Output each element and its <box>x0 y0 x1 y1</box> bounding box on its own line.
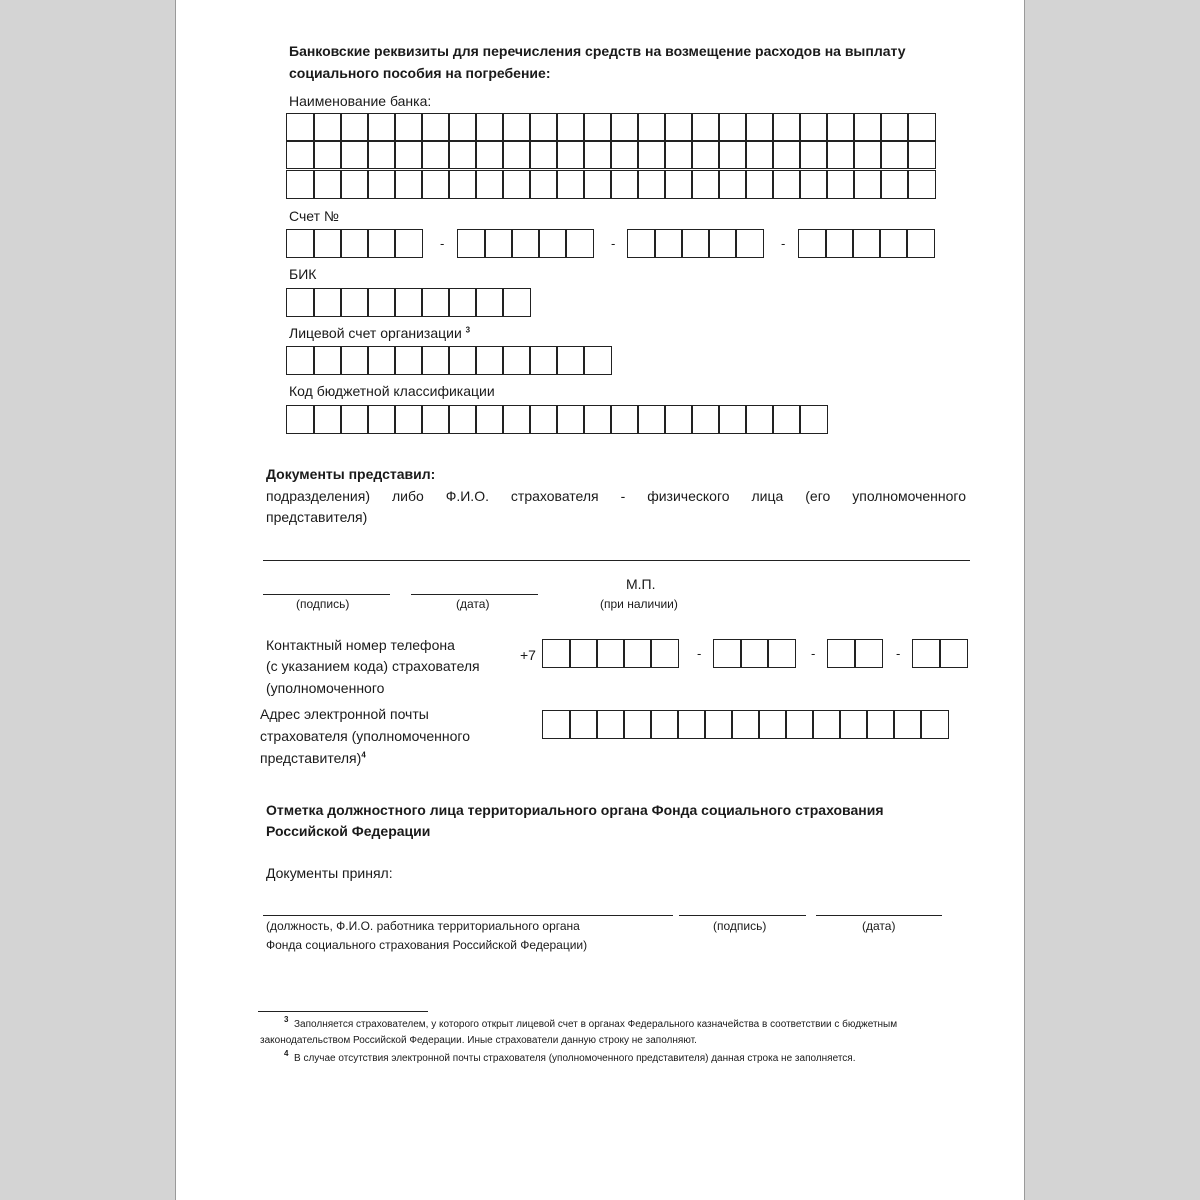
official-position-caption-line2: Фонда социального страхования Российской Федерации) <box>266 938 588 952</box>
input-cell[interactable] <box>542 639 571 668</box>
account-group-2[interactable] <box>457 229 594 258</box>
input-cell[interactable] <box>286 140 315 169</box>
bank-name-label: Наименование банка: <box>289 93 432 109</box>
input-cell[interactable] <box>880 113 909 142</box>
input-cell[interactable] <box>475 113 504 142</box>
input-cell[interactable] <box>502 113 531 142</box>
input-cell[interactable] <box>367 346 396 375</box>
input-cell[interactable] <box>502 405 531 434</box>
input-cell[interactable] <box>907 170 936 199</box>
input-cell[interactable] <box>340 140 369 169</box>
footnote-4-mark: 4 <box>284 1049 289 1058</box>
phone-code-group[interactable] <box>542 639 679 668</box>
input-cell[interactable] <box>664 140 693 169</box>
input-cell[interactable] <box>511 229 540 258</box>
input-cell[interactable] <box>502 346 531 375</box>
submitted-description-line2: представителя) <box>266 509 368 525</box>
official-signature-caption: (подпись) <box>713 919 767 933</box>
input-cell[interactable] <box>826 140 855 169</box>
input-cell[interactable] <box>772 140 801 169</box>
input-cell[interactable] <box>569 710 598 739</box>
input-cell[interactable] <box>529 113 558 142</box>
phone-separator-3: - <box>896 646 901 661</box>
input-cell[interactable] <box>799 405 828 434</box>
input-cell[interactable] <box>367 113 396 142</box>
input-cell[interactable] <box>637 170 666 199</box>
input-cell[interactable] <box>286 346 315 375</box>
document-page <box>175 0 1025 1200</box>
input-cell[interactable] <box>826 113 855 142</box>
input-cell[interactable] <box>313 229 342 258</box>
input-cell[interactable] <box>853 170 882 199</box>
input-cell[interactable] <box>286 405 315 434</box>
input-cell[interactable] <box>556 170 585 199</box>
input-cell[interactable] <box>475 346 504 375</box>
input-cell[interactable] <box>538 229 567 258</box>
input-cell[interactable] <box>691 140 720 169</box>
official-position-line[interactable] <box>263 915 673 916</box>
input-cell[interactable] <box>340 288 369 317</box>
account-group-3[interactable] <box>627 229 764 258</box>
input-cell[interactable] <box>691 170 720 199</box>
input-cell[interactable] <box>731 710 760 739</box>
input-cell[interactable] <box>367 140 396 169</box>
input-cell[interactable] <box>740 639 769 668</box>
input-cell[interactable] <box>448 288 477 317</box>
input-cell[interactable] <box>421 288 450 317</box>
input-cell[interactable] <box>448 170 477 199</box>
input-cell[interactable] <box>718 140 747 169</box>
input-cell[interactable] <box>340 229 369 258</box>
input-cell[interactable] <box>596 710 625 739</box>
input-cell[interactable] <box>313 288 342 317</box>
input-cell[interactable] <box>785 710 814 739</box>
bank-name-row-2[interactable] <box>286 140 936 169</box>
footnote-4-line1: В случае отсутствия электронной почты страхователя (уполномоченного представителя) данная строка не заполняется. <box>294 1053 856 1064</box>
input-cell[interactable] <box>286 288 315 317</box>
input-cell[interactable] <box>394 113 423 142</box>
phone-label-line2: (с указанием кода) страхователя <box>266 658 480 674</box>
input-cell[interactable] <box>654 229 683 258</box>
phone-separator-1: - <box>697 646 702 661</box>
kbk-label: Код бюджетной классификации <box>289 383 495 399</box>
input-cell[interactable] <box>691 405 720 434</box>
phone-label-line3: (уполномоченного <box>266 680 385 696</box>
input-cell[interactable] <box>772 170 801 199</box>
input-cell[interactable] <box>367 405 396 434</box>
input-cell[interactable] <box>664 170 693 199</box>
input-cell[interactable] <box>421 346 450 375</box>
bik-field[interactable] <box>286 288 531 317</box>
submitted-description-line1: подразделения) либо Ф.И.О. страхователя - физического лица (его уполномоченного <box>266 488 966 504</box>
official-heading-line1: Отметка должностного лица территориального органа Фонда социального страхования <box>266 802 884 818</box>
input-cell[interactable] <box>502 170 531 199</box>
input-cell[interactable] <box>912 639 941 668</box>
input-cell[interactable] <box>583 140 612 169</box>
input-cell[interactable] <box>718 113 747 142</box>
input-cell[interactable] <box>677 710 706 739</box>
personal-account-field[interactable] <box>286 346 612 375</box>
input-cell[interactable] <box>340 170 369 199</box>
input-cell[interactable] <box>637 140 666 169</box>
input-cell[interactable] <box>610 113 639 142</box>
stamp-label: М.П. <box>626 576 656 592</box>
input-cell[interactable] <box>502 140 531 169</box>
input-cell[interactable] <box>421 405 450 434</box>
input-cell[interactable] <box>812 710 841 739</box>
input-cell[interactable] <box>880 170 909 199</box>
input-cell[interactable] <box>502 288 531 317</box>
input-cell[interactable] <box>866 710 895 739</box>
input-cell[interactable] <box>735 229 764 258</box>
input-cell[interactable] <box>713 639 742 668</box>
input-cell[interactable] <box>920 710 949 739</box>
input-cell[interactable] <box>718 170 747 199</box>
official-date-line[interactable] <box>816 915 942 916</box>
input-cell[interactable] <box>798 229 827 258</box>
input-cell[interactable] <box>457 229 486 258</box>
input-cell[interactable] <box>637 405 666 434</box>
account-separator-1: - <box>440 236 445 251</box>
official-date-caption: (дата) <box>862 919 896 933</box>
input-cell[interactable] <box>708 229 737 258</box>
phone-separator-2: - <box>811 646 816 661</box>
stamp-caption: (при наличии) <box>600 597 678 611</box>
input-cell[interactable] <box>565 229 594 258</box>
input-cell[interactable] <box>853 113 882 142</box>
input-cell[interactable] <box>610 405 639 434</box>
input-cell[interactable] <box>839 710 868 739</box>
submitter-signature-caption: (подпись) <box>296 597 350 611</box>
input-cell[interactable] <box>313 405 342 434</box>
input-cell[interactable] <box>826 170 855 199</box>
input-cell[interactable] <box>906 229 935 258</box>
input-cell[interactable] <box>556 405 585 434</box>
input-cell[interactable] <box>745 113 774 142</box>
footnote-3-line1: Заполняется страхователем, у которого открыт лицевой счет в органах Федерального казначейства в соответствии с бюджетным <box>294 1019 898 1030</box>
input-cell[interactable] <box>394 229 423 258</box>
input-cell[interactable] <box>893 710 922 739</box>
input-cell[interactable] <box>394 170 423 199</box>
input-cell[interactable] <box>286 113 315 142</box>
account-separator-3: - <box>781 236 786 251</box>
input-cell[interactable] <box>704 710 733 739</box>
accepted-label: Документы принял: <box>266 865 393 881</box>
input-cell[interactable] <box>448 346 477 375</box>
input-cell[interactable] <box>448 405 477 434</box>
account-group-4[interactable] <box>798 229 935 258</box>
input-cell[interactable] <box>542 710 571 739</box>
input-cell[interactable] <box>627 229 656 258</box>
input-cell[interactable] <box>583 346 612 375</box>
input-cell[interactable] <box>939 639 968 668</box>
input-cell[interactable] <box>583 113 612 142</box>
input-cell[interactable] <box>286 170 315 199</box>
input-cell[interactable] <box>745 405 774 434</box>
input-cell[interactable] <box>313 346 342 375</box>
input-cell[interactable] <box>880 140 909 169</box>
input-cell[interactable] <box>556 113 585 142</box>
input-cell[interactable] <box>623 639 652 668</box>
personal-account-label: Лицевой счет организации $^3$ <box>289 325 471 341</box>
phone-group-4[interactable] <box>912 639 968 668</box>
input-cell[interactable] <box>421 170 450 199</box>
email-label-line1: Адрес электронной почты <box>260 706 429 722</box>
input-cell[interactable] <box>340 113 369 142</box>
bank-details-heading-line2: социального пособия на погребение: <box>289 65 551 81</box>
input-cell[interactable] <box>681 229 710 258</box>
input-cell[interactable] <box>907 140 936 169</box>
official-position-caption-line1: (должность, Ф.И.О. работника территориального органа <box>266 919 580 933</box>
input-cell[interactable] <box>772 113 801 142</box>
input-cell[interactable] <box>745 170 774 199</box>
input-cell[interactable] <box>772 405 801 434</box>
submitter-date-line[interactable] <box>411 594 538 595</box>
input-cell[interactable] <box>853 140 882 169</box>
input-cell[interactable] <box>799 170 828 199</box>
input-cell[interactable] <box>448 113 477 142</box>
input-cell[interactable] <box>556 140 585 169</box>
submitter-date-caption: (дата) <box>456 597 490 611</box>
input-cell[interactable] <box>340 405 369 434</box>
input-cell[interactable] <box>475 288 504 317</box>
input-cell[interactable] <box>340 346 369 375</box>
email-label-line3: представителя)$^4$ <box>260 750 366 766</box>
input-cell[interactable] <box>529 405 558 434</box>
footnote-ref-3[interactable]: 3 <box>465 325 471 335</box>
official-heading-line2: Российской Федерации <box>266 823 431 839</box>
input-cell[interactable] <box>313 113 342 142</box>
input-cell[interactable] <box>623 710 652 739</box>
input-cell[interactable] <box>745 140 774 169</box>
input-cell[interactable] <box>825 229 854 258</box>
input-cell[interactable] <box>394 405 423 434</box>
phone-prefix: +7 <box>520 647 536 663</box>
phone-group-2[interactable] <box>713 639 796 668</box>
input-cell[interactable] <box>637 113 666 142</box>
input-cell[interactable] <box>650 710 679 739</box>
input-cell[interactable] <box>691 113 720 142</box>
input-cell[interactable] <box>664 405 693 434</box>
input-cell[interactable] <box>569 639 598 668</box>
input-cell[interactable] <box>475 140 504 169</box>
bank-name-row-1[interactable] <box>286 113 936 142</box>
footnote-3-line2: законодательством Российской Федерации. Иные страхователи данную строку не заполняют. <box>260 1035 697 1046</box>
phone-group-3[interactable] <box>827 639 883 668</box>
submitter-signature-line[interactable] <box>263 594 390 595</box>
input-cell[interactable] <box>879 229 908 258</box>
input-cell[interactable] <box>529 170 558 199</box>
input-cell[interactable] <box>799 113 828 142</box>
input-cell[interactable] <box>610 170 639 199</box>
input-cell[interactable] <box>583 170 612 199</box>
input-cell[interactable] <box>367 288 396 317</box>
input-cell[interactable] <box>475 405 504 434</box>
input-cell[interactable] <box>313 170 342 199</box>
email-label-line2: страхователя (уполномоченного <box>260 728 471 744</box>
input-cell[interactable] <box>484 229 513 258</box>
input-cell[interactable] <box>421 113 450 142</box>
account-separator-2: - <box>611 236 616 251</box>
input-cell[interactable] <box>475 170 504 199</box>
input-cell[interactable] <box>583 405 612 434</box>
footnote-ref-4[interactable]: 4 <box>361 750 366 760</box>
bik-label: БИК <box>289 266 317 282</box>
input-cell[interactable] <box>394 346 423 375</box>
input-cell[interactable] <box>286 229 315 258</box>
official-signature-line[interactable] <box>679 915 806 916</box>
input-cell[interactable] <box>758 710 787 739</box>
input-cell[interactable] <box>767 639 796 668</box>
input-cell[interactable] <box>448 140 477 169</box>
input-cell[interactable] <box>421 140 450 169</box>
input-cell[interactable] <box>907 113 936 142</box>
input-cell[interactable] <box>596 639 625 668</box>
input-cell[interactable] <box>394 140 423 169</box>
bank-name-row-3[interactable] <box>286 170 936 199</box>
input-cell[interactable] <box>367 170 396 199</box>
account-number-label: Счет № <box>289 208 339 224</box>
submitter-name-line[interactable] <box>263 560 970 561</box>
kbk-field[interactable] <box>286 405 828 434</box>
input-cell[interactable] <box>827 639 856 668</box>
input-cell[interactable] <box>852 229 881 258</box>
bank-details-heading-line1: Банковские реквизиты для перечисления средств на возмещение расходов на выплату <box>289 43 906 59</box>
input-cell[interactable] <box>799 140 828 169</box>
account-group-1[interactable] <box>286 229 423 258</box>
input-cell[interactable] <box>367 229 396 258</box>
input-cell[interactable] <box>529 140 558 169</box>
footnote-3-mark: 3 <box>284 1015 289 1024</box>
phone-label-line1: Контактный номер телефона <box>266 637 455 653</box>
input-cell[interactable] <box>394 288 423 317</box>
input-cell[interactable] <box>650 639 679 668</box>
email-field[interactable] <box>542 710 949 739</box>
input-cell[interactable] <box>610 140 639 169</box>
input-cell[interactable] <box>313 140 342 169</box>
input-cell[interactable] <box>854 639 883 668</box>
submitted-heading: Документы представил: <box>266 466 436 482</box>
input-cell[interactable] <box>718 405 747 434</box>
input-cell[interactable] <box>556 346 585 375</box>
footnote-separator <box>258 1011 428 1012</box>
input-cell[interactable] <box>664 113 693 142</box>
input-cell[interactable] <box>529 346 558 375</box>
